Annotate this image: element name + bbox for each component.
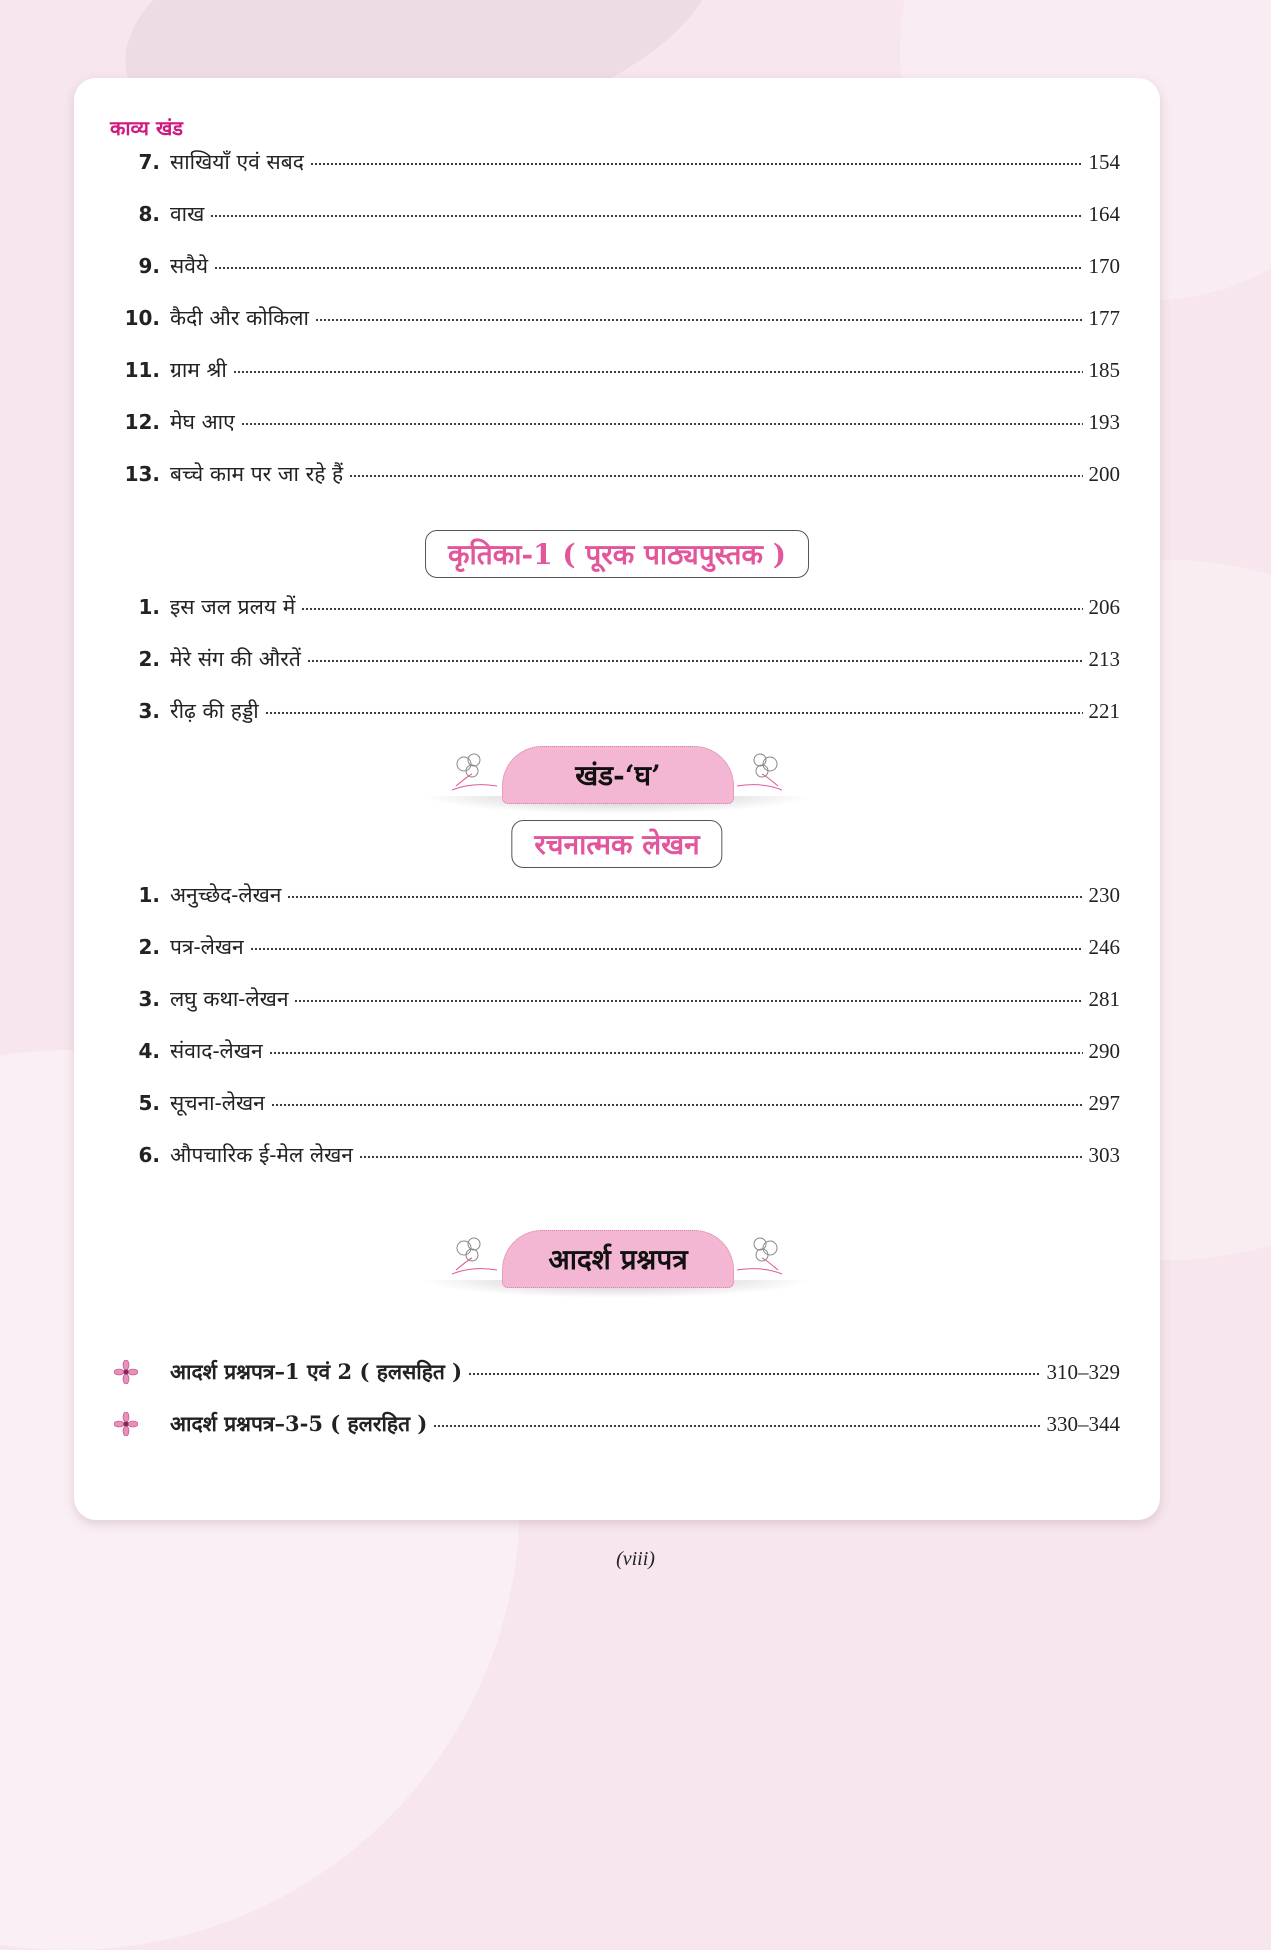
toc-page: 154 bbox=[1088, 149, 1120, 174]
rachnatmak-list bbox=[74, 869, 1160, 1181]
dot-leader bbox=[359, 1150, 1083, 1164]
toc-page: 246 bbox=[1088, 934, 1120, 959]
toc-page: 193 bbox=[1088, 409, 1120, 434]
toc-number: 1. bbox=[138, 595, 160, 619]
adarsh-list bbox=[74, 1346, 1160, 1450]
page-number: (viii) bbox=[616, 1548, 655, 1570]
dot-leader bbox=[294, 994, 1082, 1008]
toc-number: 2. bbox=[138, 935, 160, 959]
toc-row[interactable] bbox=[74, 448, 1160, 500]
toc-number: 11. bbox=[124, 358, 160, 382]
toc-row[interactable] bbox=[74, 921, 1160, 973]
toc-page: 310–329 bbox=[1046, 1359, 1120, 1384]
kritika-list bbox=[74, 581, 1160, 737]
toc-title: इस जल प्रलय में bbox=[170, 595, 296, 619]
dot-leader bbox=[310, 157, 1083, 171]
toc-row[interactable] bbox=[74, 240, 1160, 292]
dot-leader bbox=[271, 1098, 1083, 1112]
flower-icon bbox=[732, 746, 792, 796]
khand-ribbon-label: खंड-‘घ’ bbox=[502, 746, 734, 804]
khand-ribbon bbox=[422, 738, 812, 820]
toc-page: 206 bbox=[1088, 594, 1120, 619]
toc-title: आदर्श प्रश्नपत्र–1 एवं 2 ( हलसहित ) bbox=[170, 1359, 463, 1384]
toc-row[interactable] bbox=[74, 1346, 1160, 1398]
flower-icon bbox=[442, 1230, 502, 1280]
toc-title: आदर्श प्रश्नपत्र–3-5 ( हलरहित ) bbox=[170, 1411, 428, 1436]
toc-row[interactable] bbox=[74, 136, 1160, 188]
adarsh-ribbon-label: आदर्श प्रश्नपत्र bbox=[502, 1230, 734, 1288]
toc-page: 170 bbox=[1088, 253, 1120, 278]
dot-leader bbox=[214, 261, 1082, 275]
toc-page: 290 bbox=[1088, 1038, 1120, 1063]
dot-leader bbox=[307, 654, 1083, 668]
toc-title: मेघ आए bbox=[170, 410, 235, 434]
toc-page: 330–344 bbox=[1046, 1411, 1120, 1436]
toc-number: 4. bbox=[138, 1039, 160, 1063]
dot-leader bbox=[233, 365, 1083, 379]
section-label-kavya: काव्य खंड bbox=[110, 116, 184, 140]
toc-row[interactable] bbox=[74, 1025, 1160, 1077]
toc-title: अनुच्छेद-लेखन bbox=[170, 883, 282, 907]
toc-row[interactable] bbox=[74, 633, 1160, 685]
toc-number: 7. bbox=[138, 150, 160, 174]
toc-number: 2. bbox=[138, 647, 160, 671]
toc-row[interactable] bbox=[74, 1129, 1160, 1181]
toc-row[interactable] bbox=[74, 396, 1160, 448]
flower-bullet-icon bbox=[114, 1412, 138, 1436]
toc-title: लघु कथा-लेखन bbox=[170, 987, 289, 1011]
toc-row[interactable] bbox=[74, 188, 1160, 240]
toc-row[interactable] bbox=[74, 1077, 1160, 1129]
toc-row[interactable] bbox=[74, 685, 1160, 737]
toc-row[interactable] bbox=[74, 1398, 1160, 1450]
toc-title: पत्र-लेखन bbox=[170, 935, 244, 959]
toc-number: 8. bbox=[138, 202, 160, 226]
toc-page: 200 bbox=[1088, 461, 1120, 486]
kritika-heading: कृतिका-1 ( पूरक पाठ्यपुस्तक ) bbox=[425, 530, 809, 578]
toc-row[interactable] bbox=[74, 973, 1160, 1025]
toc-row[interactable] bbox=[74, 869, 1160, 921]
toc-title: साखियाँ एवं सबद bbox=[170, 150, 304, 174]
contents-card bbox=[74, 78, 1160, 1520]
toc-title: ग्राम श्री bbox=[170, 358, 227, 382]
toc-row[interactable] bbox=[74, 344, 1160, 396]
dot-leader bbox=[287, 890, 1082, 904]
toc-number: 13. bbox=[124, 462, 160, 486]
dot-leader bbox=[301, 602, 1082, 616]
toc-page: 185 bbox=[1088, 357, 1120, 382]
toc-number: 3. bbox=[138, 987, 160, 1011]
toc-page: 221 bbox=[1088, 698, 1120, 723]
dot-leader bbox=[349, 469, 1082, 483]
flower-icon bbox=[732, 1230, 792, 1280]
rachnatmak-heading: रचनात्मक लेखन bbox=[511, 820, 722, 868]
dot-leader bbox=[250, 942, 1083, 956]
toc-number: 1. bbox=[138, 883, 160, 907]
toc-number: 10. bbox=[124, 306, 160, 330]
flower-bullet-icon bbox=[114, 1360, 138, 1384]
toc-number: 12. bbox=[124, 410, 160, 434]
toc-page: 230 bbox=[1088, 882, 1120, 907]
toc-title: सवैये bbox=[170, 254, 209, 278]
toc-title: रीढ़ की हड्डी bbox=[170, 699, 259, 723]
toc-title: औपचारिक ई-मेल लेखन bbox=[170, 1143, 353, 1167]
toc-title: मेरे संग की औरतें bbox=[170, 647, 301, 671]
toc-row[interactable] bbox=[74, 292, 1160, 344]
toc-number: 6. bbox=[138, 1143, 160, 1167]
dot-leader bbox=[269, 1046, 1083, 1060]
dot-leader bbox=[315, 313, 1083, 327]
toc-page: 164 bbox=[1088, 201, 1120, 226]
toc-number: 9. bbox=[138, 254, 160, 278]
toc-page: 297 bbox=[1088, 1090, 1120, 1115]
adarsh-ribbon bbox=[422, 1222, 812, 1304]
toc-row[interactable] bbox=[74, 581, 1160, 633]
toc-page: 213 bbox=[1088, 646, 1120, 671]
toc-title: कैदी और कोकिला bbox=[170, 306, 309, 330]
toc-title: सूचना-लेखन bbox=[170, 1091, 265, 1115]
toc-title: बच्चे काम पर जा रहे हैं bbox=[170, 462, 344, 486]
flower-icon bbox=[442, 746, 502, 796]
toc-title: संवाद-लेखन bbox=[170, 1039, 263, 1063]
toc-page: 303 bbox=[1088, 1142, 1120, 1167]
dot-leader bbox=[433, 1419, 1040, 1433]
toc-page: 281 bbox=[1088, 986, 1120, 1011]
dot-leader bbox=[210, 209, 1082, 223]
dot-leader bbox=[468, 1367, 1040, 1381]
toc-title: वाख bbox=[170, 202, 205, 226]
dot-leader bbox=[241, 417, 1083, 431]
toc-number: 5. bbox=[138, 1091, 160, 1115]
dot-leader bbox=[265, 706, 1083, 720]
toc-number: 3. bbox=[138, 699, 160, 723]
kavya-list bbox=[74, 136, 1160, 500]
toc-page: 177 bbox=[1088, 305, 1120, 330]
